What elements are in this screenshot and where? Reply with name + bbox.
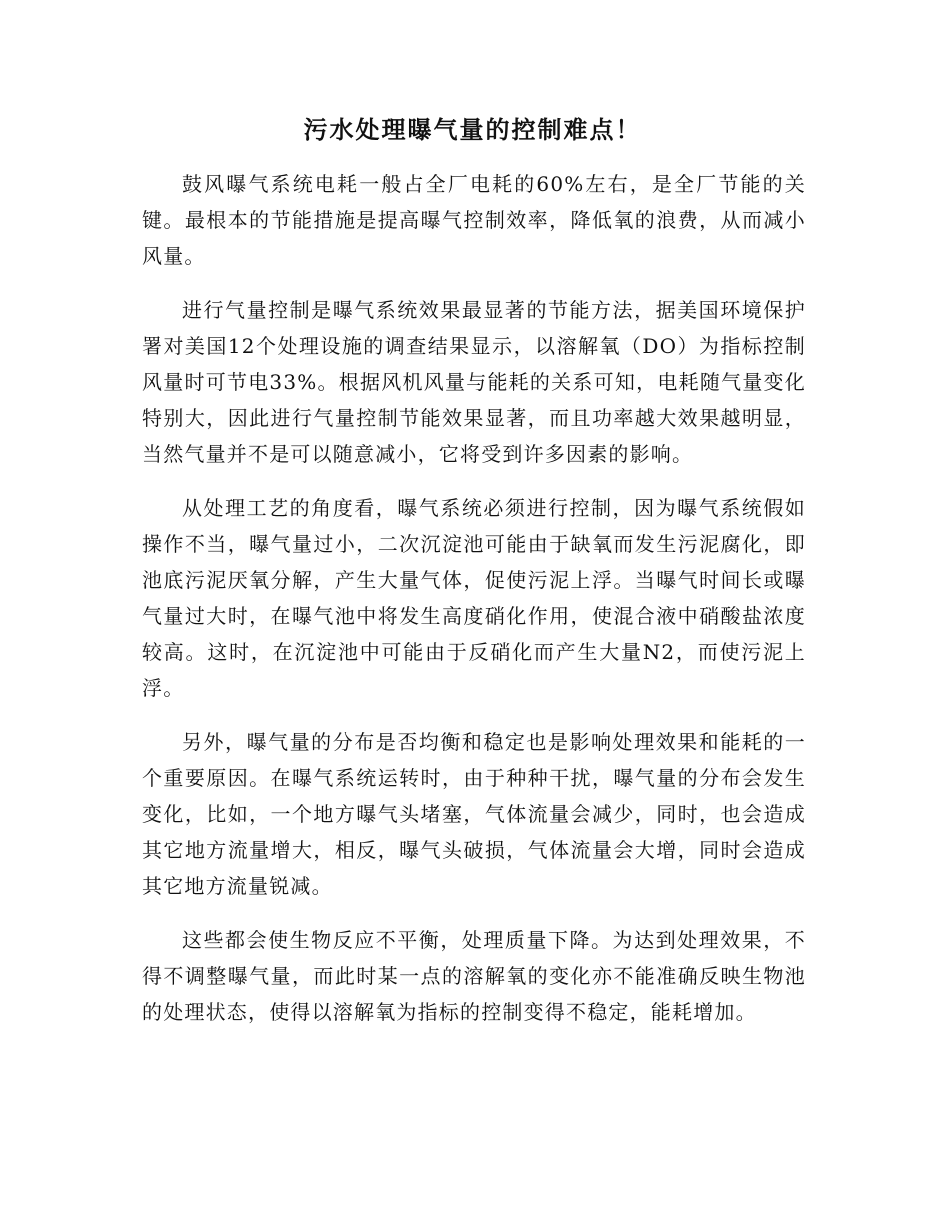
paragraph-2: 进行气量控制是曝气系统效果最显著的节能方法，据美国环境保护署对美国12个处理设施的调查结果显示，以溶解氧（DO）为指标控制风量时可节电33%。根据风机风量与能耗的关系可知，电耗随气量变化特别大，因此进行气量控制节能效果显著，而且功率越大效果越明显，当然气量并不是可以随意减小，它将受到许多因素的影响。 — [142, 298, 806, 466]
document-title: 污水处理曝气量的控制难点！ — [303, 116, 642, 144]
paragraph-1: 鼓风曝气系统电耗一般占全厂电耗的60%左右，是全厂节能的关键。最根本的节能措施是提高曝气控制效率，降低氧的浪费，从而减小风量。 — [142, 172, 806, 268]
paragraph-5: 这些都会使生物反应不平衡，处理质量下降。为达到处理效果，不得不调整曝气量，而此时某一点的溶解氧的变化亦不能准确反映生物池的处理状态，使得以溶解氧为指标的控制变得不稳定，能耗增加。 — [142, 928, 806, 1024]
paragraph-3: 从处理工艺的角度看，曝气系统必须进行控制，因为曝气系统假如操作不当，曝气量过小，二次沉淀池可能由于缺氧而发生污泥腐化，即池底污泥厌氧分解，产生大量气体，促使污泥上浮。当曝气时间长或曝气量过大时，在曝气池中将发生高度硝化作用，使混合液中硝酸盐浓度较高。这时，在沉淀池中可能由于反硝化而产生大量N2，而使污泥上浮。 — [142, 496, 806, 700]
paragraph-4: 另外，曝气量的分布是否均衡和稳定也是影响处理效果和能耗的一个重要原因。在曝气系统运转时，由于种种干扰，曝气量的分布会发生变化，比如，一个地方曝气头堵塞，气体流量会减少，同时，也会造成其它地方流量增大，相反，曝气头破损，气体流量会大增，同时会造成其它地方流量锐减。 — [142, 730, 806, 898]
document-body — [142, 166, 806, 1048]
